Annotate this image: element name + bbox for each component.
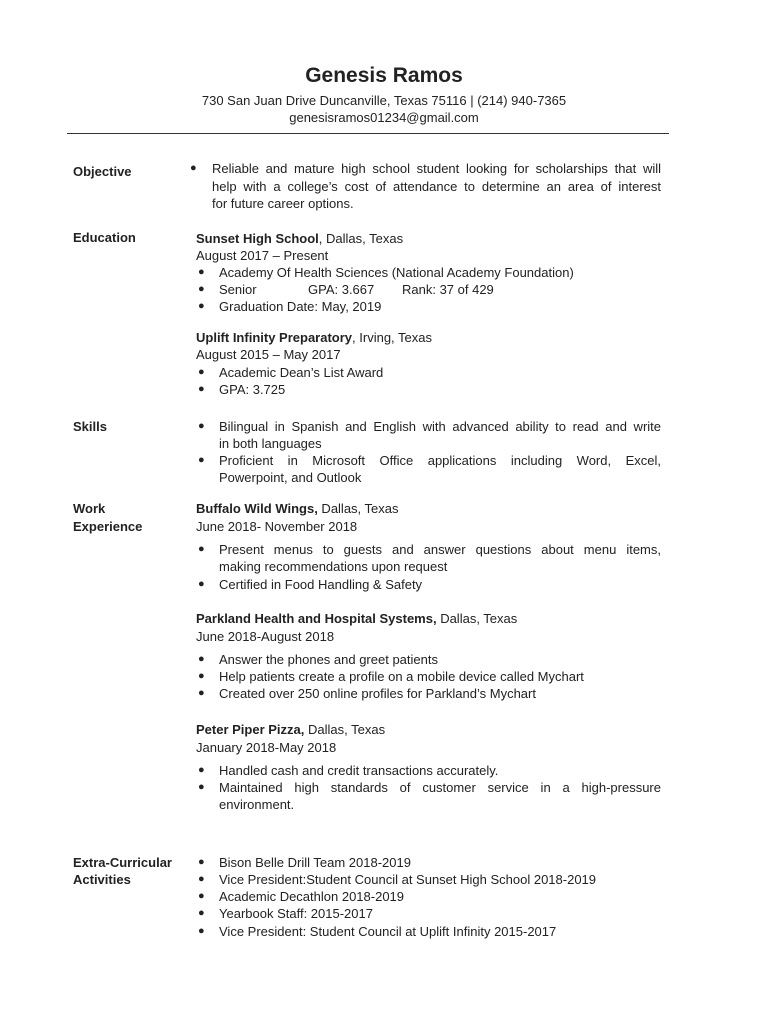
section-label-extracurricular: Extra-Curricular bbox=[73, 855, 172, 870]
school-bullet-item: Academic Dean’s List Award bbox=[219, 365, 384, 380]
job-bullet-line: Created over 250 online profiles for Parkland’s Mychart bbox=[219, 686, 536, 701]
bullet-icon: ● bbox=[198, 543, 205, 555]
section-label-experience: Experience bbox=[73, 519, 143, 534]
section-label-objective: Objective bbox=[73, 164, 132, 179]
bullet-icon: ● bbox=[198, 856, 205, 868]
job-employer: Peter Piper Pizza, bbox=[196, 722, 305, 737]
bullet-icon: ● bbox=[198, 653, 205, 665]
bullet-icon: ● bbox=[198, 266, 205, 278]
job-location: Dallas, Texas bbox=[317, 501, 399, 516]
header-divider bbox=[67, 133, 669, 134]
bullet-icon: ● bbox=[198, 781, 205, 793]
school-bullet-item: GPA: 3.725 bbox=[219, 382, 286, 397]
skill-line: in both languages bbox=[219, 436, 322, 451]
objective-line: help with a college’s cost of attendance to determine an area of interest bbox=[212, 179, 661, 194]
job-bullet-line: Answer the phones and greet patients bbox=[219, 652, 438, 667]
job-bullet-line: Handled cash and credit transactions accurately. bbox=[219, 763, 499, 778]
school-bullet-item: Graduation Date: May, 2019 bbox=[219, 299, 382, 314]
school-gpa: GPA: 3.667 bbox=[308, 282, 375, 297]
objective-line: for future career options. bbox=[212, 196, 354, 211]
section-label-work: Work bbox=[73, 501, 106, 516]
job-bullet-line: Maintained high standards of customer service in a high-pressure bbox=[219, 780, 661, 795]
skill-line: Proficient in Microsoft Office applications including Word, Excel, bbox=[219, 453, 661, 468]
job-heading bbox=[196, 610, 517, 627]
job-dates: June 2018-August 2018 bbox=[196, 629, 335, 644]
job-location: Dallas, Texas bbox=[304, 722, 386, 737]
job-dates: June 2018- November 2018 bbox=[196, 519, 358, 534]
job-employer: Parkland Health and Hospital Systems, bbox=[196, 611, 437, 626]
skill-line: Powerpoint, and Outlook bbox=[219, 470, 362, 485]
job-heading bbox=[196, 500, 399, 517]
job-heading bbox=[196, 721, 385, 738]
bullet-icon: ● bbox=[198, 300, 205, 312]
job-location: Dallas, Texas bbox=[436, 611, 518, 626]
job-bullet-line: environment. bbox=[219, 797, 295, 812]
school-rank: Rank: 37 of 429 bbox=[402, 282, 494, 297]
bullet-icon: ● bbox=[198, 366, 205, 378]
activity-item: Vice President: Student Council at Uplift Infinity 2015-2017 bbox=[219, 924, 557, 939]
objective-line: Reliable and mature high school student looking for scholarships that will bbox=[212, 161, 661, 176]
school-dates: August 2015 – May 2017 bbox=[196, 347, 341, 362]
school-bullet-item: Academy Of Health Sciences (National Academy Foundation) bbox=[219, 265, 574, 280]
school-heading bbox=[196, 329, 432, 346]
bullet-icon: ● bbox=[198, 873, 205, 885]
bullet-icon: ● bbox=[198, 925, 205, 937]
bullet-icon: ● bbox=[198, 890, 205, 902]
school-bullet-item: Senior bbox=[219, 282, 257, 297]
job-employer: Buffalo Wild Wings, bbox=[196, 501, 318, 516]
section-label-education: Education bbox=[73, 230, 136, 245]
bullet-icon: ● bbox=[198, 907, 205, 919]
job-bullet-line: making recommendations upon request bbox=[219, 559, 448, 574]
job-bullet-line: Certified in Food Handling & Safety bbox=[219, 577, 423, 592]
activity-item: Academic Decathlon 2018-2019 bbox=[219, 889, 405, 904]
bullet-icon: ● bbox=[190, 162, 197, 174]
school-dates: August 2017 – Present bbox=[196, 248, 329, 263]
contact-email: genesisramos01234@gmail.com bbox=[289, 110, 479, 125]
school-name: Sunset High School bbox=[196, 231, 319, 246]
bullet-icon: ● bbox=[198, 283, 205, 295]
school-location: , Irving, Texas bbox=[352, 330, 432, 345]
job-bullet-line: Present menus to guests and answer questions about menu items, bbox=[219, 542, 661, 557]
bullet-icon: ● bbox=[198, 670, 205, 682]
bullet-icon: ● bbox=[198, 383, 205, 395]
resume-name: Genesis Ramos bbox=[305, 64, 463, 87]
school-heading bbox=[196, 230, 403, 247]
contact-address-phone: 730 San Juan Drive Duncanville, Texas 75116 | (214) 940-7365 bbox=[201, 93, 567, 108]
activity-item: Bison Belle Drill Team 2018-2019 bbox=[219, 855, 411, 870]
section-label-activities: Activities bbox=[73, 872, 131, 887]
bullet-icon: ● bbox=[198, 420, 205, 432]
bullet-icon: ● bbox=[198, 764, 205, 776]
job-dates: January 2018-May 2018 bbox=[196, 740, 337, 755]
job-bullet-line: Help patients create a profile on a mobile device called Mychart bbox=[219, 669, 584, 684]
bullet-icon: ● bbox=[198, 454, 205, 466]
bullet-icon: ● bbox=[198, 578, 205, 590]
skill-line: Bilingual in Spanish and English with advanced ability to read and write bbox=[219, 419, 661, 434]
section-label-skills: Skills bbox=[73, 419, 107, 434]
school-name: Uplift Infinity Preparatory bbox=[196, 330, 353, 345]
school-location: , Dallas, Texas bbox=[318, 231, 404, 246]
bullet-icon: ● bbox=[198, 687, 205, 699]
activity-item: Vice President:Student Council at Sunset High School 2018-2019 bbox=[219, 872, 597, 887]
activity-item: Yearbook Staff: 2015-2017 bbox=[219, 906, 373, 921]
